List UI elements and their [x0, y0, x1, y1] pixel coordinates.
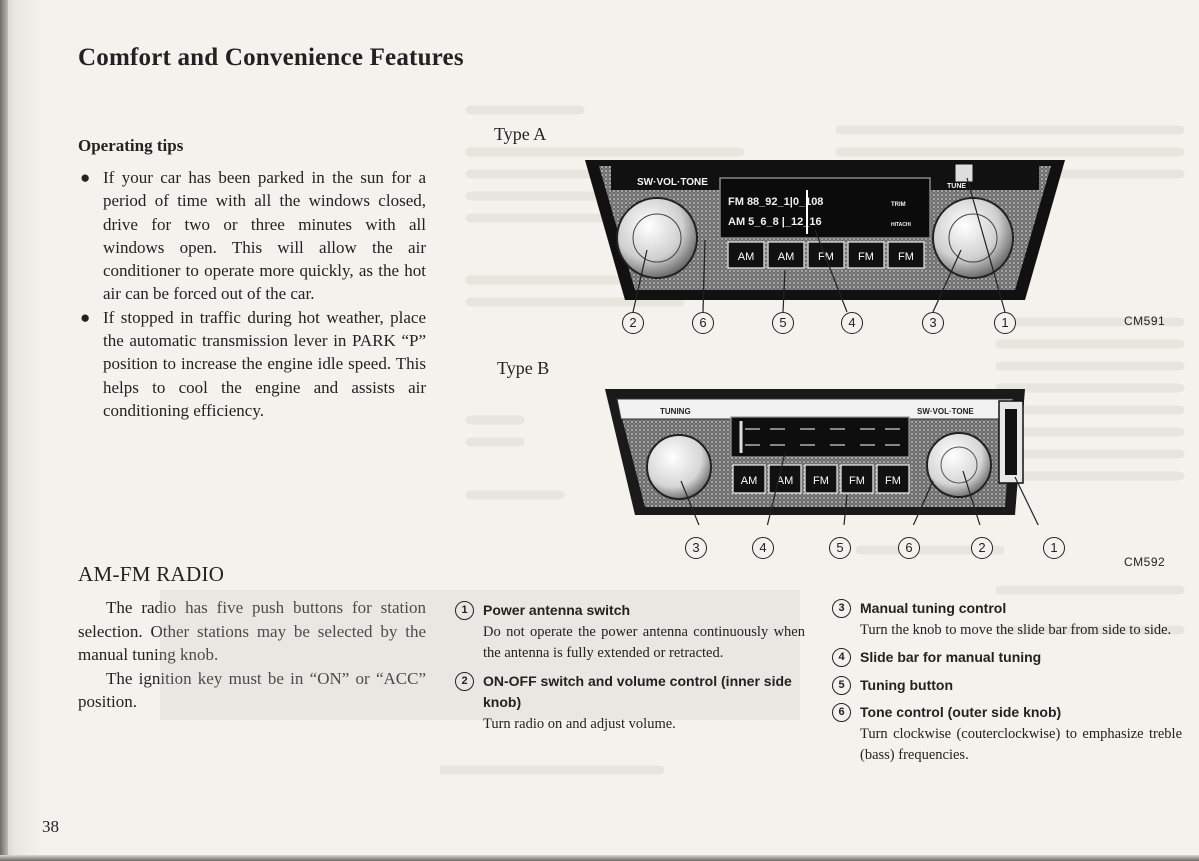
type-a-callout-2: 2: [622, 312, 644, 334]
legend-number: 4: [832, 648, 851, 667]
type-b-button-label: FM: [813, 475, 829, 487]
type-a-button-label: FM: [858, 251, 874, 263]
am-fm-radio-heading: AM-FM RADIO: [78, 562, 225, 586]
type-b-right-knob: [927, 433, 991, 497]
type-b-callout-2: 2: [971, 537, 993, 559]
page-title: Comfort and Convenience Features: [78, 44, 464, 71]
type-a-am-scale: AM 5_6_8 |_12_16: [728, 216, 822, 228]
legend-number: 1: [455, 601, 474, 620]
legend-heading: Tone control (outer side knob): [860, 704, 1062, 720]
type-b-button-label: AM: [740, 475, 758, 487]
legend-item-5: [832, 675, 1182, 697]
page-number: 38: [42, 817, 59, 836]
legend-heading: Power antenna switch: [483, 602, 631, 618]
tip-text: If your car has been parked in the sun for a period of time with all the windows closed, drive for two or three minutes with all windows open. This will allow the air conditioner to operate more quickly, as the hot air can be forced out of the car.: [103, 168, 426, 304]
am-fm-paragraph: The radio has five push buttons for station selection. Other stations may be selected by the manual tuning knob.: [78, 598, 426, 664]
legend-item-4: [832, 647, 1182, 669]
type-a-button-label: AM: [737, 251, 755, 263]
type-a-radio-illustration: [585, 150, 1065, 330]
legend-number: 6: [832, 703, 851, 722]
type-a-button-label: FM: [818, 251, 834, 263]
page-bottom-edge: [0, 855, 1199, 861]
legend-left: [455, 600, 805, 735]
type-b-button-label: AM: [776, 475, 794, 487]
legend-heading: Tuning button: [860, 676, 954, 693]
page-binding-edge: [0, 0, 8, 861]
type-b-left-knob: [647, 435, 711, 499]
legend-number: 2: [455, 672, 474, 691]
legend-item-2: [455, 671, 805, 736]
type-b-button-label: FM: [885, 475, 901, 487]
legend-body: Turn clockwise (couterclockwise) to emphasize treble (bass) frequencies.: [860, 725, 1182, 763]
type-a-label: Type A: [494, 124, 547, 144]
type-a-figure-code: CM591: [1124, 314, 1166, 328]
type-b-callout-4: 4: [752, 537, 774, 559]
type-a-trim-label: TRIM: [891, 202, 906, 208]
type-b-dial-window: [731, 417, 909, 457]
legend-right: [832, 598, 1182, 767]
type-b-callout-5: 5: [829, 537, 851, 559]
tip-item: [78, 306, 426, 422]
type-a-antenna-switch: [955, 164, 973, 182]
type-b-callout-3: 3: [685, 537, 707, 559]
type-a-callout-1: 1: [994, 312, 1016, 334]
type-b-callout-1: 1: [1043, 537, 1065, 559]
bullet-icon: ●: [80, 307, 91, 327]
type-a-callout-5: 5: [772, 312, 794, 334]
type-a-left-knob: [617, 198, 697, 278]
type-a-panel-label: SW·VOL·TONE: [637, 177, 708, 188]
tip-text: If stopped in traffic during hot weather, place the automatic transmission lever in PARK “P” position to increase the engine idle speed. This helps to cool the engine and assists air conditioning efficiency.: [103, 307, 426, 420]
type-a-brand-label: HITACHI: [891, 222, 911, 228]
type-b-button-label: FM: [849, 475, 865, 487]
legend-item-6: [832, 702, 1182, 767]
legend-body: Turn the knob to move the slide bar from side to side.: [860, 621, 1172, 638]
legend-item-1: [455, 600, 805, 665]
type-b-label: Type B: [497, 358, 550, 378]
type-a-dial-window: [720, 178, 930, 238]
legend-heading: Slide bar for manual tuning: [860, 649, 1042, 665]
type-a-callout-6: 6: [692, 312, 714, 334]
tip-item: [78, 166, 426, 306]
type-b-callout-6: 6: [898, 537, 920, 559]
legend-heading: ON-OFF switch and volume control (inner side knob): [483, 672, 792, 710]
type-b-panel-label: SW·VOL·TONE: [917, 407, 974, 416]
legend-body: Turn radio on and adjust volume.: [483, 715, 676, 732]
bullet-icon: ●: [80, 168, 91, 187]
type-b-tuning-label: TUNING: [660, 407, 691, 416]
type-a-callout-4: 4: [841, 312, 863, 334]
operating-tips-list: [78, 166, 426, 422]
type-a-tune-label: TUNE: [947, 183, 967, 190]
type-b-antenna-slot: [1005, 409, 1017, 475]
legend-heading: Manual tuning control: [860, 600, 1007, 616]
type-a-preset-buttons: [728, 242, 924, 268]
am-fm-paragraph: The ignition key must be in “ON” or “ACC” position.: [78, 668, 426, 711]
type-a-callout-3: 3: [922, 312, 944, 334]
type-b-radio-illustration: [595, 385, 1055, 525]
type-b-preset-buttons: [733, 465, 909, 493]
type-b-figure-code: CM592: [1124, 555, 1166, 569]
legend-item-3: [832, 598, 1182, 641]
type-a-button-label: AM: [777, 251, 795, 263]
type-a-button-label: FM: [898, 251, 914, 263]
type-a-fm-scale: FM 88_92_1|0_108: [728, 196, 824, 208]
type-a-right-knob: [933, 198, 1013, 278]
legend-body: Do not operate the power antenna continuously when the antenna is fully extended or retracted.: [483, 623, 805, 661]
legend-number: 5: [832, 676, 851, 695]
operating-tips-heading: Operating tips: [78, 136, 184, 155]
legend-number: 3: [832, 599, 851, 618]
